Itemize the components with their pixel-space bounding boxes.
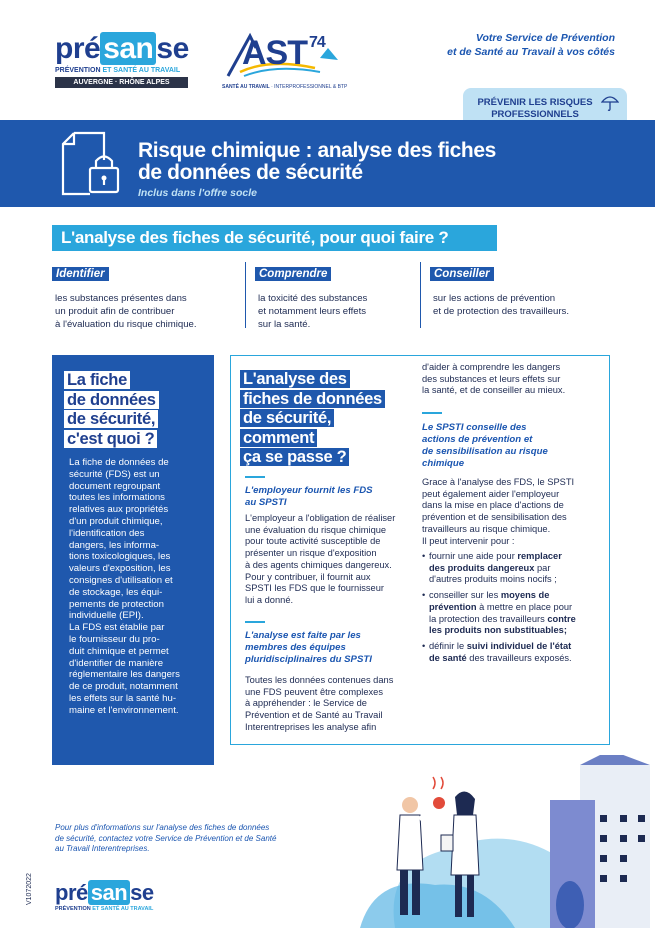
text-line: de stockage, les équi- — [69, 586, 163, 598]
text-line: relatives aux propriétés — [69, 504, 169, 516]
subheading-advice: Le SPSTI conseille des actions de prévention et de sensibilisation au risque chimique — [422, 422, 548, 469]
text-line: Grace à l'analyse des FDS, le SPSTI — [422, 477, 575, 487]
version-code: V1072022 — [26, 873, 33, 905]
text-line: individuelle (EPI). — [69, 610, 144, 622]
text-line: une évaluation du risque chimique — [245, 524, 387, 535]
text-line: à des agents chimiques dangereux. — [245, 559, 392, 570]
box-heading: L'analyse des — [240, 370, 350, 388]
column-divider — [420, 262, 421, 328]
page-title-line2: de données de sécurité — [138, 161, 363, 184]
text-line: présenter un risque d'exposition — [245, 548, 377, 559]
text-line: d'un produit chimique, — [69, 515, 163, 527]
service-tagline: Votre Service de Prévention et de Santé au Travail à vos côtés — [447, 32, 615, 58]
ast74-logo: AST $^{74}$ SANTÉ AU TRAVAIL · INTERPROFESSIONNEL & BTP — [220, 28, 350, 93]
fds-definition-text — [69, 457, 211, 717]
subheading-analysis: L'analyse est faite par les membres des équipes pluridisciplinaires du SPSTI — [245, 630, 372, 665]
employer-text — [245, 513, 420, 607]
text-line: Interentreprises les analyse afin — [245, 721, 377, 732]
box-heading: La fiche — [64, 371, 130, 389]
text-line: lui a donné. — [245, 594, 294, 605]
text-line: Prévention et de Santé au Travail — [245, 710, 383, 721]
category-badge: PRÉVENIR LES RISQUES PROFESSIONNELS — [463, 88, 627, 120]
divider-tick — [245, 476, 265, 478]
text-line: travailleurs au risque chimique. — [422, 523, 551, 534]
analysis-text — [245, 675, 420, 734]
bullet-item: • fournir une aide pour remplacer des produits dangereux par d'autres produits moins nocifs ; — [422, 551, 562, 585]
scientists-illustration — [355, 755, 655, 928]
advice-text — [422, 477, 602, 547]
text-line: une FDS peuvent être complexes — [245, 686, 383, 697]
text-line: document regroupant — [69, 480, 161, 492]
column-comprendre: Comprendre la toxicité des substances et notamment leurs effets sur la santé. — [255, 264, 415, 331]
advice-bullets — [422, 551, 607, 664]
text-line: réglementaire les dangers — [69, 669, 180, 681]
page-title: Risque chimique : analyse des fiches — [138, 139, 496, 162]
subheading-employer: L'employeur fournit les FDS au SPSTI — [245, 485, 373, 508]
section-heading-bar — [52, 225, 497, 251]
text-line: dans la mise en place d'actions de — [422, 500, 564, 511]
document-lock-icon — [60, 130, 122, 198]
column-head: Comprendre — [255, 267, 331, 281]
presanse-logo: pré san se PRÉVENTION ET SANTÉ AU TRAVAIL AUVERGNE · RHÔNE ALPES — [55, 32, 189, 86]
text-line: les effets sur la santé hu- — [69, 692, 177, 704]
text-line: le fournisseur du pro- — [69, 633, 160, 645]
column-conseiller: Conseiller sur les actions de prévention et de protection des travailleurs. — [430, 264, 610, 318]
offer-label: Inclus dans l'offre socle — [138, 187, 258, 199]
column-head: Conseiller — [430, 267, 494, 281]
text-line: La FDS est établie par — [69, 622, 165, 634]
text-line: SPSTI les FDS que le fournisseur — [245, 583, 384, 594]
text-line: de ce produit, notamment — [69, 681, 178, 693]
title-banner — [0, 120, 655, 207]
divider-tick — [245, 621, 265, 623]
text-line: prévention et de sensibilisation des — [422, 512, 567, 523]
text-line: valeurs d'exposition, les — [69, 563, 171, 575]
text-line: pements de protection — [69, 598, 164, 610]
text-line: l'identification des — [69, 527, 145, 539]
divider-tick — [422, 412, 442, 414]
text-line: tions toxicologiques, les — [69, 551, 171, 563]
text-line: toutes les informations — [69, 492, 165, 504]
text-line: pour toute activité susceptible de — [245, 536, 381, 547]
section-heading: L'analyse des fiches de sécurité, pour quoi faire ? — [61, 228, 449, 247]
bullet-item: • définir le suivi individuel de l'état de santé des travailleurs exposés. — [422, 640, 572, 663]
text-line: sécurité (FDS) est un — [69, 468, 160, 480]
text-line: dangers, les informa- — [69, 539, 160, 551]
fds-definition-box: La fiche de données de sécurité, c'est quoi ? La fiche de données de sécurité (FDS) est un document regroupant toutes les informations relatives aux propriétés d'un produit chimique, l'identification des dangers, les informa- tions toxicologiques, les valeurs d'exposition, les consignes d'utilisation et de stockage, les équi- pements de protection individuelle (EPI). La FDS est établie par le fournisseur du pro- duit chimique et permet d'identifier de manière réglementaire les dangers de ce produit, notamment les effets sur la santé hu- maine et l'environnement. — [52, 355, 214, 765]
bullet-item: • conseiller sur les moyens de prévention à mettre en place pour la protection des travailleurs contre les produits non substituables; — [422, 590, 576, 636]
text-line: Il peut intervenir pour : — [422, 535, 515, 546]
text-line: d'aider à comprendre les dangers — [422, 362, 561, 372]
presanse-logo-footer: pré san se PRÉVENTION ET SANTÉ AU TRAVAIL — [55, 880, 154, 912]
text-line: Toutes les données contenues dans — [245, 675, 394, 685]
umbrella-icon — [601, 94, 619, 112]
column-divider — [245, 262, 246, 328]
text-line: à appréhender : le Service de — [245, 698, 367, 709]
text-line: consignes d'utilisation et — [69, 574, 173, 586]
text-line: des substances et leurs effets sur — [422, 373, 561, 384]
text-line: maine et l'environnement. — [69, 704, 179, 716]
analysis-text-cont — [422, 362, 602, 397]
region-label: AUVERGNE · RHÔNE ALPES — [55, 77, 188, 88]
text-line: d'identifier de manière — [69, 657, 164, 669]
text-line: La fiche de données de — [69, 457, 169, 468]
text-line: la santé, et de conseiller au mieux. — [422, 385, 566, 396]
text-line: peut également aider l'employeur — [422, 488, 560, 499]
column-head: Identifier — [52, 267, 109, 281]
text-line: duit chimique et permet — [69, 645, 169, 657]
column-identifier: Identifier les substances présentes dans un produit afin de contribuer à l'évaluation du risque chimique. — [52, 264, 227, 331]
text-line: Pour y contribuer, il fournit aux — [245, 571, 371, 582]
text-line: L'employeur a l'obligation de réaliser — [245, 513, 396, 523]
contact-note: Pour plus d'informations sur l'analyse des fiches de données de sécurité, contactez votre Service de Prévention et de Santé au Travail Interentreprises. — [55, 823, 277, 853]
